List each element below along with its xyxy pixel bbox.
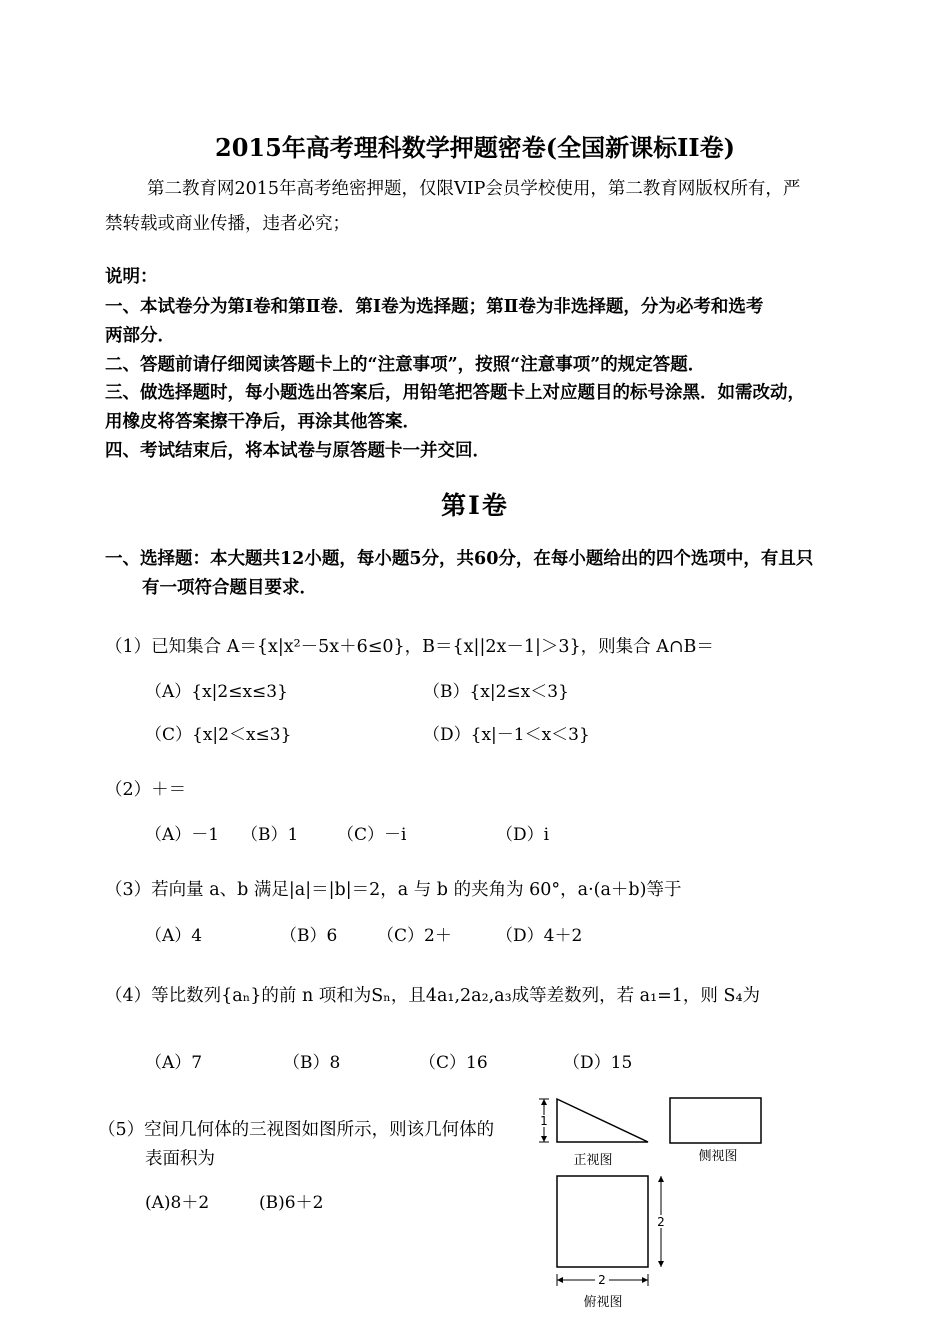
instructions-heading: 说明：: [105, 267, 158, 287]
top-width-dimension: [557, 1273, 648, 1287]
top-height-label: 2: [657, 1215, 665, 1229]
question-1-option-a: （A）{x|2≤x≤3}: [145, 682, 288, 702]
top-height-dimension: [654, 1176, 668, 1267]
question-3-stem: （3）若向量 a、b 满足|a|＝|b|＝2，a 与 b 的夹角为 60°，a·(a＋b)等于: [105, 880, 682, 900]
section-heading-line-2: 有一项符合题目要求．: [142, 578, 317, 598]
front-view-label: 正视图: [573, 1153, 613, 1168]
instruction-line: 一、本试卷分为第Ⅰ卷和第Ⅱ卷．第Ⅰ卷为选择题；第Ⅱ卷为非选择题，分为必考和选考: [105, 297, 764, 317]
question-5-stem-line-2: 表面积为: [145, 1149, 215, 1169]
question-2-option-d: （D）i: [496, 825, 550, 845]
question-4-stem: （4）等比数列{aₙ}的前 n 项和为Sₙ，且4a₁,2a₂,a₃成等差数列，若 a₁=1，则 S₄为: [105, 986, 760, 1006]
side-view-rectangle: [670, 1098, 761, 1143]
instruction-line: 二、答题前请仔细阅读答题卡上的“注意事项”，按照“注意事项”的规定答题．: [105, 355, 706, 375]
section-heading-line-1: 一、选择题：本大题共12小题，每小题5分，共60分，在每小题给出的四个选项中，有且只: [105, 549, 814, 569]
three-view-figure: [530, 1092, 780, 1312]
instruction-line: 用橡皮将答案擦干净后，再涂其他答案．: [105, 412, 420, 432]
instruction-line: 两部分．: [105, 326, 175, 346]
notice-line-2: 禁转载或商业传播，违者必究；: [105, 214, 350, 234]
top-view-square: [557, 1176, 648, 1267]
notice-line-1: 第二教育网2015年高考绝密押题，仅限VIP会员学校使用，第二教育网版权所有，严: [147, 179, 801, 199]
question-5-option-b: (B)6＋2: [259, 1193, 324, 1213]
document-title: 2015年高考理科数学押题密卷(全国新课标II卷): [215, 133, 735, 162]
instruction-line: 三、做选择题时，每小题选出答案后，用铅笔把答题卡上对应题目的标号涂黑．如需改动，: [105, 383, 805, 403]
question-5-option-a: (A)8＋2: [145, 1193, 210, 1213]
question-5-stem-line-1: （5）空间几何体的三视图如图所示，则该几何体的: [98, 1120, 495, 1140]
instruction-line: 四、考试结束后，将本试卷与原答题卡一并交回．: [105, 441, 490, 461]
question-4-option-b: （B）8: [283, 1053, 341, 1073]
top-view-label: 俯视图: [583, 1295, 623, 1310]
question-1-option-c: （C）{x|2＜x≤3}: [145, 725, 292, 745]
question-4-option-d: （D）15: [563, 1053, 633, 1073]
front-height-dimension: [537, 1099, 551, 1142]
question-2-option-c: （C）－i: [337, 825, 407, 845]
volume-title: 第Ⅰ卷: [441, 491, 509, 520]
question-3-option-a: （A）4: [145, 926, 203, 946]
question-3-option-c: （C）2＋: [377, 926, 452, 946]
question-3-option-b: （B）6: [280, 926, 338, 946]
question-1-stem: （1）已知集合 A＝{x|x²－5x＋6≤0}，B＝{x||2x－1|＞3}，则集合 A∩B＝: [105, 637, 714, 657]
side-view-label: 侧视图: [698, 1149, 738, 1164]
top-width-label: 2: [598, 1273, 606, 1287]
question-3-option-d: （D）4＋2: [496, 926, 583, 946]
question-2-option-a: （A）－1: [145, 825, 220, 845]
question-2-stem: （2）＋＝: [105, 780, 187, 800]
question-4-option-a: （A）7: [145, 1053, 203, 1073]
front-view-triangle: [557, 1099, 648, 1142]
question-4-option-c: （C）16: [419, 1053, 488, 1073]
front-height-label: 1: [540, 1114, 548, 1128]
question-1-option-d: （D）{x|－1＜x＜3}: [423, 725, 590, 745]
question-2-option-b: （B）1: [241, 825, 299, 845]
question-1-option-b: （B）{x|2≤x＜3}: [423, 682, 569, 702]
